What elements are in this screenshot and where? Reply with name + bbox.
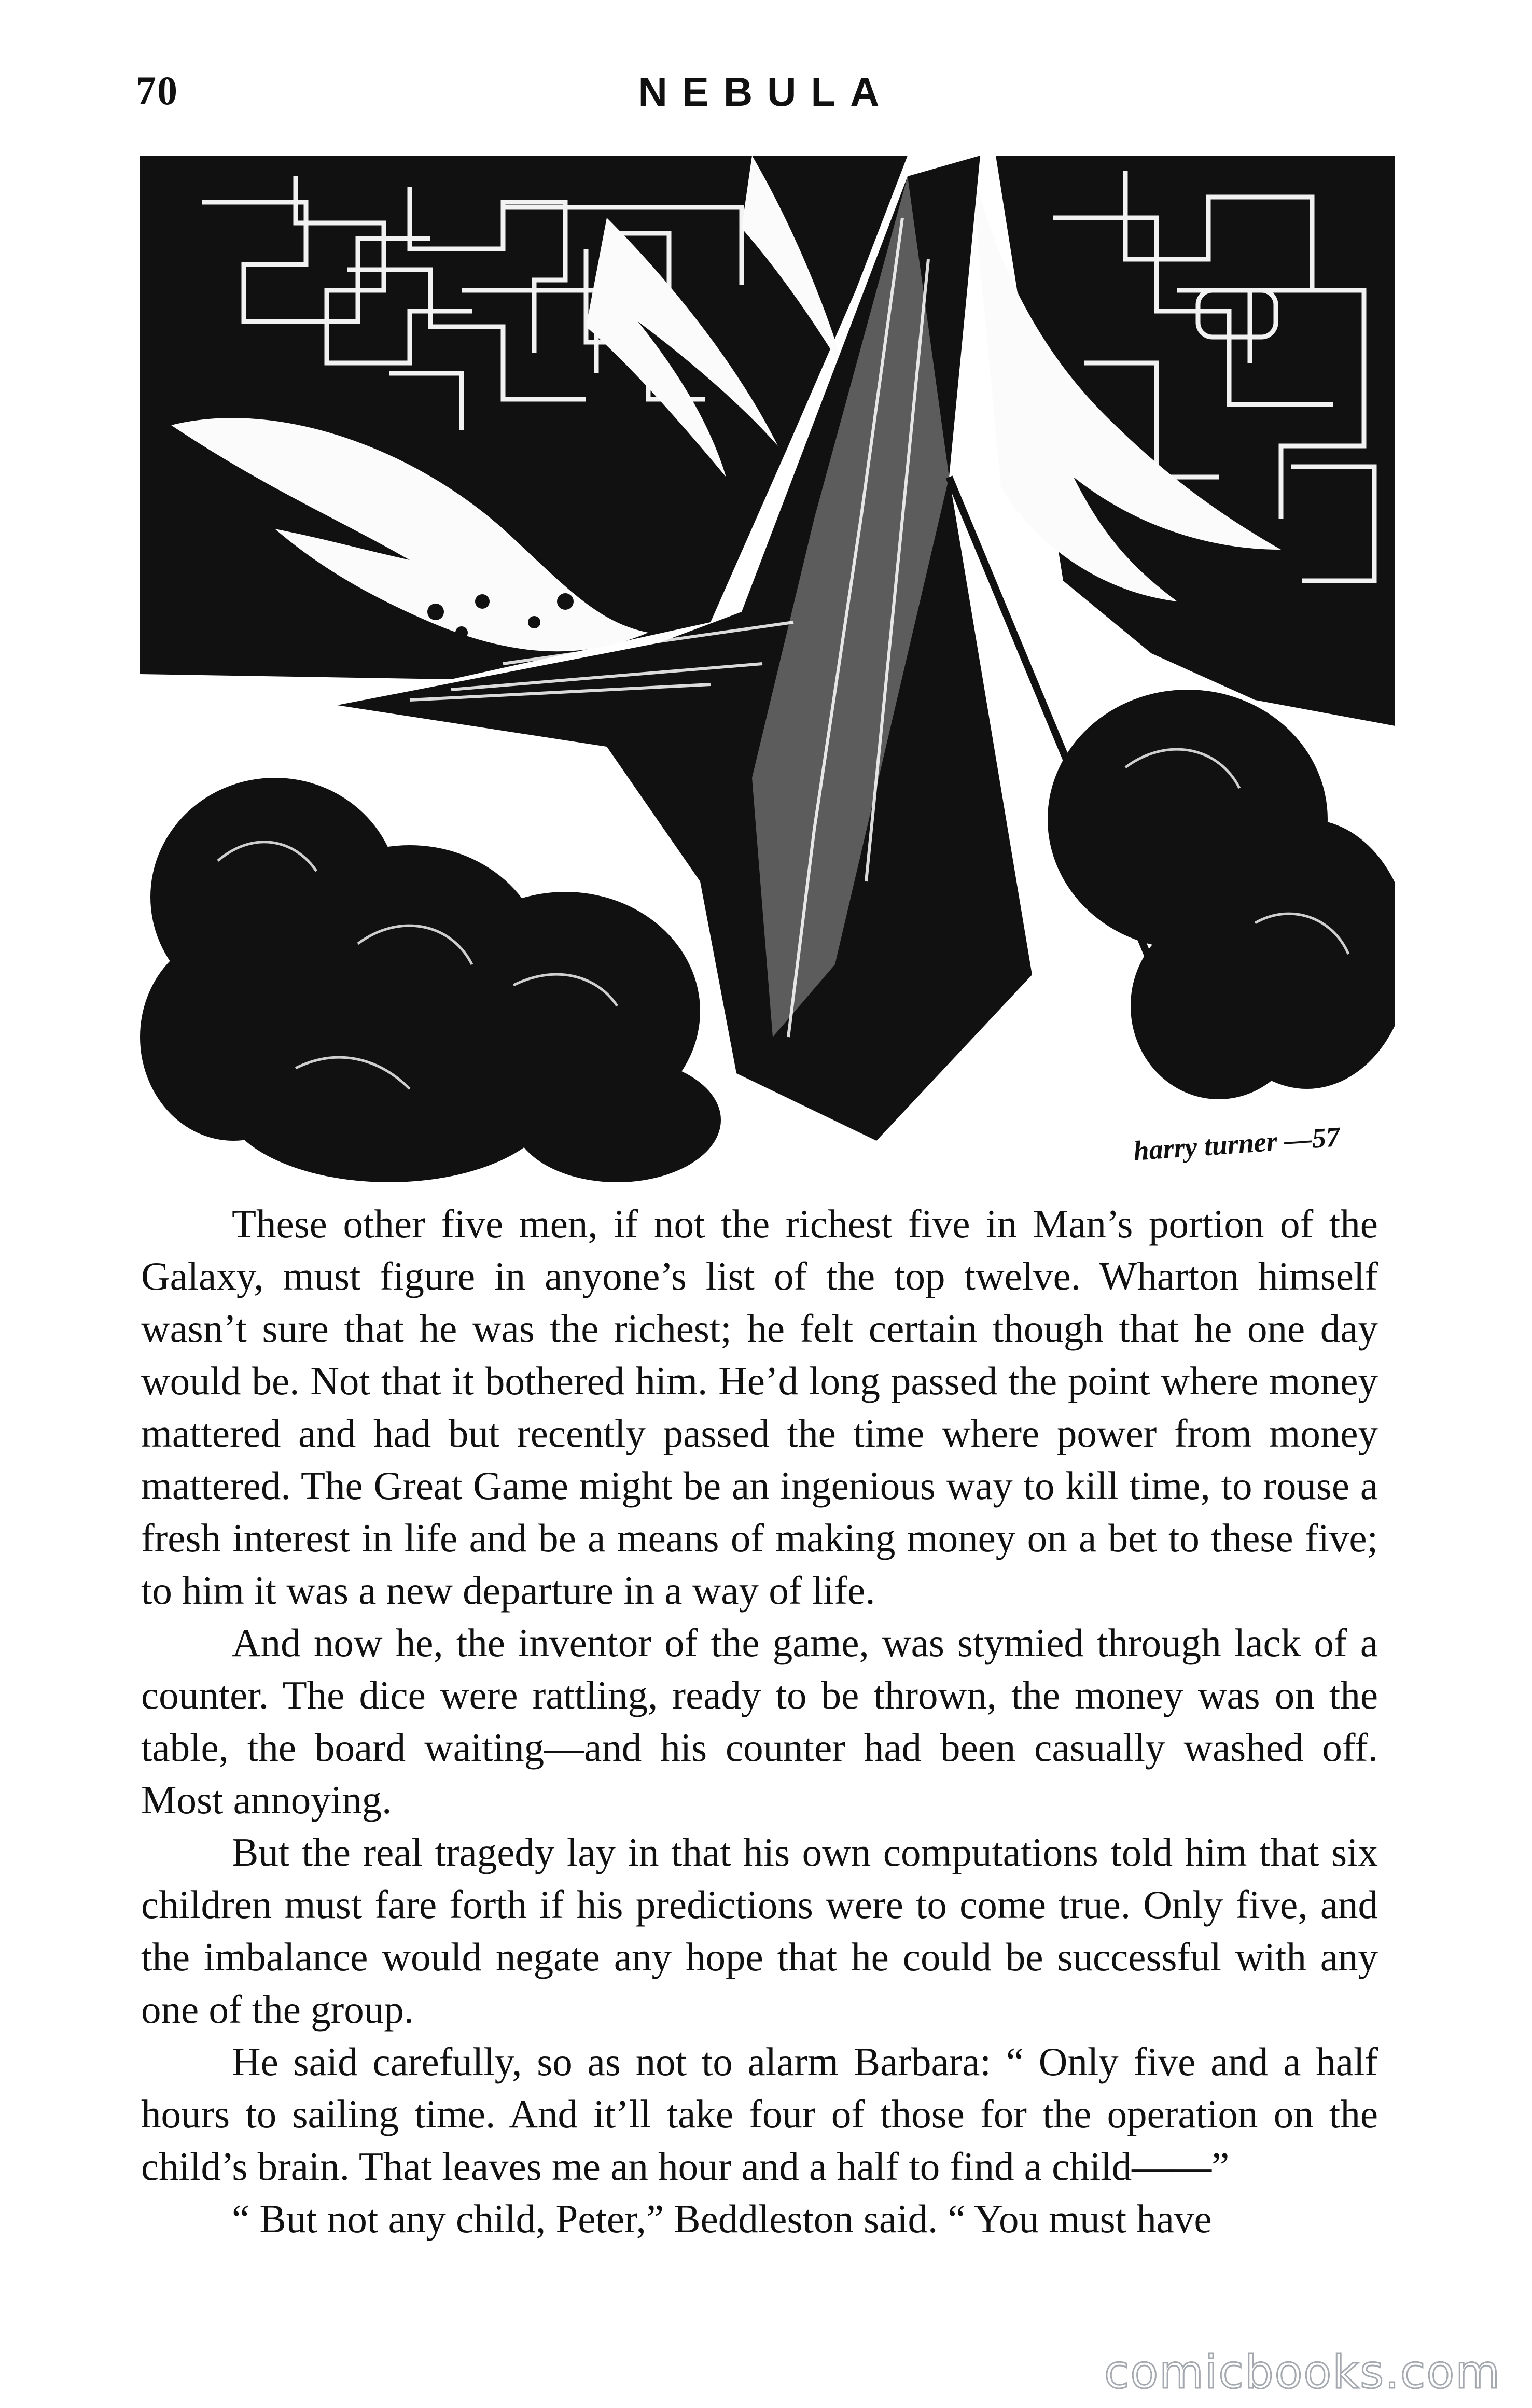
page-number: 70 — [136, 68, 178, 113]
paragraph: “ But not any child, Peter,” Beddleston said. “ You must have — [232, 2196, 1212, 2241]
paragraph: These other five men, if not the richest five in Man’s portion of the Galaxy, must figure in anyone’s list of the top twelve. Wharton himself wasn’t sure that he was the richest; he felt certain though that he one day would be. Not that it bothered him. He’d long passed the point where money mattered and had but recently passed the time where power from money mattered. The Great Game might be an ingenious way to kill time, to rouse a fresh interest in life and be a means of making money on a bet to these five; to him it was a new departure in a way of life. — [141, 1201, 1378, 1613]
paragraph: And now he, the inventor of the game, was stymied through lack of a counter. The dice were rattling, ready to be thrown, the money was on the table, the board waiting—and his counter had been casually washed off. Most annoying. — [141, 1620, 1378, 1822]
artist-signature: harry turner —57 — [1132, 1121, 1341, 1167]
paragraph: He said carefully, so as not to alarm Barbara: “ Only five and a half hours to sailing time. And it’ll take four of those for the operation on the child’s brain. That leaves me an hour and a half to find a child——” — [141, 2039, 1378, 2189]
story-illustration — [140, 156, 1395, 1187]
story-text — [141, 1198, 1378, 2245]
watermark: comicbooks.com — [1104, 2345, 1501, 2399]
paragraph: But the real tragedy lay in that his own computations told him that six children must fare forth if his predictions were to come true. Only five, and the imbalance would negate any hope that he could be successful with any one of the group. — [141, 1830, 1378, 2032]
running-head: NEBULA — [638, 69, 894, 115]
